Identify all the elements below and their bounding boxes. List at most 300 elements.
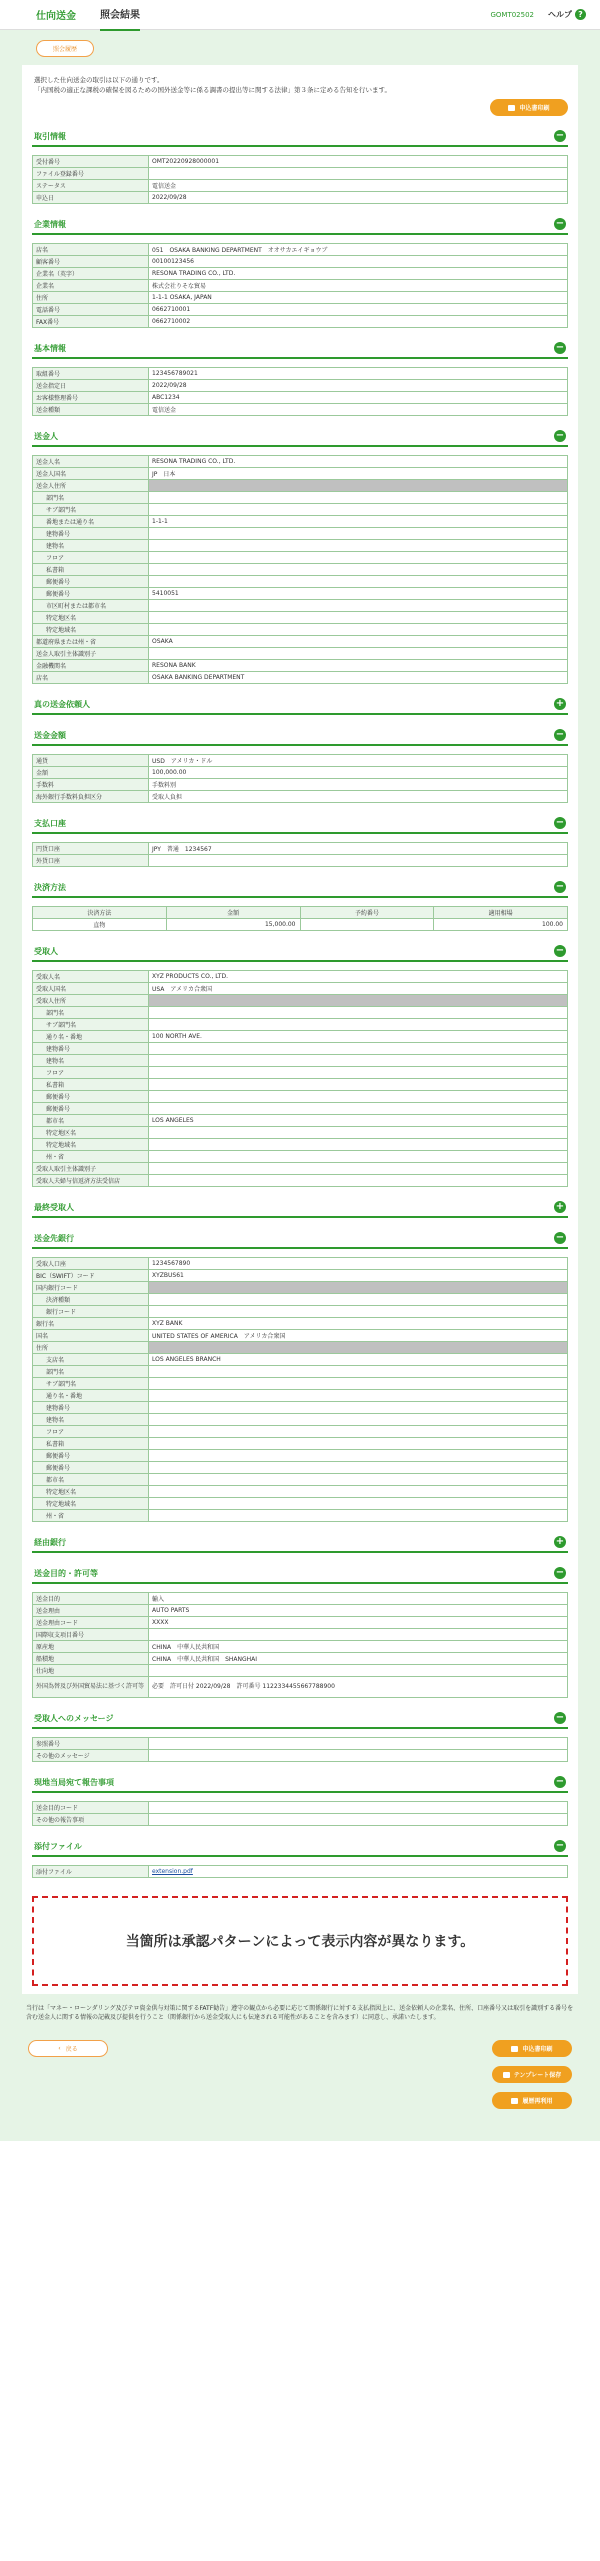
field-label: 送金人国名 bbox=[33, 468, 149, 480]
field-label: 住所 bbox=[33, 1342, 149, 1354]
table-row bbox=[33, 612, 568, 624]
table-row bbox=[33, 1091, 568, 1103]
table-row bbox=[33, 192, 568, 204]
column-header: 金額 bbox=[166, 907, 300, 919]
expand-icon[interactable]: + bbox=[555, 1536, 565, 1547]
section-header-tenpu[interactable] bbox=[32, 1836, 568, 1857]
field-value: 1-1-1 OSAKA, JAPAN bbox=[149, 292, 568, 304]
field-value bbox=[149, 648, 568, 660]
field-value bbox=[149, 1055, 568, 1067]
table-row bbox=[33, 1115, 568, 1127]
table-cell: 100.00 bbox=[434, 919, 568, 931]
field-value bbox=[149, 1802, 568, 1814]
table-row bbox=[33, 244, 568, 256]
field-value bbox=[149, 612, 568, 624]
field-value: USD アメリカ・ドル bbox=[149, 755, 568, 767]
field-value bbox=[149, 1438, 568, 1450]
table-row bbox=[33, 1354, 568, 1366]
field-value: 1-1-1 bbox=[149, 516, 568, 528]
back-button[interactable] bbox=[28, 2040, 108, 2057]
field-value bbox=[149, 1750, 568, 1762]
collapse-icon[interactable]: − bbox=[555, 1840, 565, 1851]
section-kessai bbox=[32, 877, 568, 931]
field-label: 通貨 bbox=[33, 755, 149, 767]
expand-icon[interactable]: + bbox=[555, 1201, 565, 1212]
table-row bbox=[33, 1270, 568, 1282]
field-label: 送金理由 bbox=[33, 1605, 149, 1617]
field-value: OSAKA bbox=[149, 636, 568, 648]
save-template-button[interactable] bbox=[492, 2066, 572, 2083]
table-row bbox=[33, 1510, 568, 1522]
table-row bbox=[33, 392, 568, 404]
field-label: 都市名 bbox=[33, 1115, 149, 1127]
field-value: RESONA BANK bbox=[149, 660, 568, 672]
field-label: サブ部門名 bbox=[33, 504, 149, 516]
field-label: 送金人取引主体識別子 bbox=[33, 648, 149, 660]
approval-pattern-notice: 当箇所は承認パターンによって表示内容が異なります。 bbox=[32, 1896, 568, 1986]
print-application-button-top[interactable] bbox=[490, 99, 568, 116]
field-label: その他のメッセージ bbox=[33, 1750, 149, 1762]
table-row bbox=[33, 1617, 568, 1629]
table-row bbox=[33, 564, 568, 576]
field-label: ファイル登録番号 bbox=[33, 168, 149, 180]
field-label: 金融機関名 bbox=[33, 660, 149, 672]
field-label: 添付ファイル bbox=[33, 1866, 149, 1878]
table-row bbox=[33, 1498, 568, 1510]
section-title: 基本情報 bbox=[34, 343, 66, 353]
field-label: 海外銀行手数料負担区分 bbox=[33, 791, 149, 803]
history-back-button[interactable]: 照会履歴 bbox=[36, 40, 94, 57]
field-value: JPY 普通 1234567 bbox=[149, 843, 568, 855]
table-sokin bbox=[32, 455, 568, 684]
collapse-icon[interactable]: − bbox=[555, 218, 565, 229]
table-row bbox=[33, 855, 568, 867]
section-sokin bbox=[32, 426, 568, 684]
field-label: 送金理由コード bbox=[33, 1617, 149, 1629]
field-value: 100,000.00 bbox=[149, 767, 568, 779]
field-label: 建物名 bbox=[33, 540, 149, 552]
field-value: XYZ PRODUCTS CO., LTD. bbox=[149, 971, 568, 983]
field-value bbox=[149, 1163, 568, 1175]
field-value: RESONA TRADING CO., LTD. bbox=[149, 268, 568, 280]
section-header-message[interactable] bbox=[32, 1708, 568, 1729]
field-label: 郵便番号 bbox=[33, 1450, 149, 1462]
field-value bbox=[149, 1498, 568, 1510]
field-label: 受取人住所 bbox=[33, 995, 149, 1007]
collapse-icon[interactable]: − bbox=[555, 729, 565, 740]
section-title: 企業情報 bbox=[34, 219, 66, 229]
field-value: USA アメリカ合衆国 bbox=[149, 983, 568, 995]
field-value bbox=[149, 1294, 568, 1306]
section-header-kihon[interactable] bbox=[32, 338, 568, 359]
section-mokuteki bbox=[32, 1563, 568, 1698]
table-row bbox=[33, 1175, 568, 1187]
question-icon: ? bbox=[575, 9, 586, 20]
table-row bbox=[33, 1127, 568, 1139]
section-title: 送金目的・許可等 bbox=[34, 1568, 98, 1578]
field-label: 受取人名 bbox=[33, 971, 149, 983]
section-header-genchi[interactable] bbox=[32, 1772, 568, 1793]
table-row bbox=[33, 1366, 568, 1378]
field-label: 受付番号 bbox=[33, 156, 149, 168]
field-label: 仕向地 bbox=[33, 1665, 149, 1677]
field-value: OMT20220928000001 bbox=[149, 156, 568, 168]
field-label: 州・省 bbox=[33, 1151, 149, 1163]
field-label: 部門名 bbox=[33, 1366, 149, 1378]
table-row bbox=[33, 380, 568, 392]
field-label: 市区町村または都市名 bbox=[33, 600, 149, 612]
table-row bbox=[33, 292, 568, 304]
table-cell: 直物 bbox=[33, 919, 167, 931]
table-row bbox=[33, 1474, 568, 1486]
collapse-icon[interactable]: − bbox=[555, 430, 565, 441]
table-message bbox=[32, 1737, 568, 1762]
table-row bbox=[33, 504, 568, 516]
collapse-icon[interactable]: − bbox=[555, 945, 565, 956]
field-value bbox=[149, 1342, 568, 1354]
field-label: 建物番号 bbox=[33, 1043, 149, 1055]
field-label: 郵便番号 bbox=[33, 1103, 149, 1115]
table-row bbox=[33, 1641, 568, 1653]
section-header-shiharai[interactable] bbox=[32, 813, 568, 834]
field-label: 受取人口座 bbox=[33, 1258, 149, 1270]
column-header: 適用相場 bbox=[434, 907, 568, 919]
attachment-link[interactable]: extension.pdf bbox=[152, 1868, 193, 1875]
field-label: 円貨口座 bbox=[33, 843, 149, 855]
field-label: 建物名 bbox=[33, 1055, 149, 1067]
result-panel bbox=[22, 65, 578, 1994]
field-label: 都市名 bbox=[33, 1474, 149, 1486]
field-label: 建物番号 bbox=[33, 1402, 149, 1414]
section-sakigin bbox=[32, 1228, 568, 1522]
field-label: 送金目的コード bbox=[33, 1802, 149, 1814]
field-label: 部門名 bbox=[33, 492, 149, 504]
field-value bbox=[149, 1079, 568, 1091]
field-value: CHINA 中華人民共和国 bbox=[149, 1641, 568, 1653]
table-row bbox=[33, 1653, 568, 1665]
field-label: 国際収支項目番号 bbox=[33, 1629, 149, 1641]
table-row bbox=[33, 1593, 568, 1605]
table-row bbox=[33, 516, 568, 528]
field-label: 金額 bbox=[33, 767, 149, 779]
help-link[interactable] bbox=[548, 9, 586, 20]
field-value bbox=[149, 1474, 568, 1486]
app-title: 仕向送金 bbox=[36, 11, 76, 22]
field-label: 店名 bbox=[33, 244, 149, 256]
section-header-kingaku[interactable] bbox=[32, 725, 568, 746]
field-label: 申込日 bbox=[33, 192, 149, 204]
column-header: 決済方法 bbox=[33, 907, 167, 919]
print-application-button[interactable] bbox=[492, 2040, 572, 2057]
section-shin bbox=[32, 694, 568, 715]
table-row bbox=[33, 624, 568, 636]
table-row bbox=[33, 1318, 568, 1330]
field-label: 店名 bbox=[33, 672, 149, 684]
section-torihiki bbox=[32, 126, 568, 204]
table-row bbox=[33, 404, 568, 416]
field-label: 郵便番号 bbox=[33, 588, 149, 600]
collapse-icon[interactable]: − bbox=[555, 1776, 565, 1787]
table-row bbox=[33, 280, 568, 292]
field-value: XYZ BANK bbox=[149, 1318, 568, 1330]
field-value: 受取人負担 bbox=[149, 791, 568, 803]
field-value bbox=[149, 1151, 568, 1163]
field-label: 郵便番号 bbox=[33, 1462, 149, 1474]
section-header-shin[interactable] bbox=[32, 694, 568, 715]
table-row bbox=[33, 552, 568, 564]
section-header-torihiki[interactable] bbox=[32, 126, 568, 147]
field-value bbox=[149, 564, 568, 576]
field-label: 企業名 bbox=[33, 280, 149, 292]
field-value bbox=[149, 1390, 568, 1402]
table-row bbox=[33, 1390, 568, 1402]
printer-icon bbox=[511, 2046, 518, 2052]
table-row bbox=[33, 1031, 568, 1043]
table-kihon bbox=[32, 367, 568, 416]
table-row bbox=[33, 1462, 568, 1474]
field-value: 手数料別 bbox=[149, 779, 568, 791]
table-cell bbox=[300, 919, 434, 931]
field-label: 特定地域名 bbox=[33, 1498, 149, 1510]
field-label: 送金指定日 bbox=[33, 380, 149, 392]
field-value bbox=[149, 1378, 568, 1390]
table-row bbox=[33, 1802, 568, 1814]
field-label: 私書箱 bbox=[33, 564, 149, 576]
table-row bbox=[33, 1139, 568, 1151]
field-value bbox=[149, 492, 568, 504]
field-label: お客様整理番号 bbox=[33, 392, 149, 404]
collapse-icon[interactable]: − bbox=[555, 1712, 565, 1723]
table-row bbox=[33, 995, 568, 1007]
field-label: 建物番号 bbox=[33, 528, 149, 540]
intro-block bbox=[32, 75, 568, 95]
field-label: 受取人取引主体識別子 bbox=[33, 1163, 149, 1175]
table-row bbox=[33, 1043, 568, 1055]
back-label: 戻る bbox=[65, 2046, 78, 2053]
chevron-left-icon: ‹ bbox=[58, 2045, 61, 2052]
field-value: 1234567890 bbox=[149, 1258, 568, 1270]
table-row bbox=[33, 600, 568, 612]
table-row bbox=[33, 540, 568, 552]
section-header-uketori[interactable] bbox=[32, 941, 568, 962]
field-value bbox=[149, 1486, 568, 1498]
field-label: 特定地域名 bbox=[33, 624, 149, 636]
table-row bbox=[33, 368, 568, 380]
field-value: JP 日本 bbox=[149, 468, 568, 480]
field-label: フロア bbox=[33, 1067, 149, 1079]
main-area bbox=[0, 30, 600, 2141]
help-label: ヘルプ bbox=[548, 10, 572, 19]
field-value: 5410051 bbox=[149, 588, 568, 600]
table-row bbox=[33, 1258, 568, 1270]
field-value bbox=[149, 1139, 568, 1151]
section-title: 送金先銀行 bbox=[34, 1233, 74, 1243]
section-title: 支払口座 bbox=[34, 818, 66, 828]
section-saishu bbox=[32, 1197, 568, 1218]
field-value bbox=[149, 1402, 568, 1414]
section-kihon bbox=[32, 338, 568, 416]
table-sakigin bbox=[32, 1257, 568, 1522]
field-value bbox=[149, 1306, 568, 1318]
column-header: 予約番号 bbox=[300, 907, 434, 919]
field-value bbox=[149, 1450, 568, 1462]
field-label: ステータス bbox=[33, 180, 149, 192]
field-label: 私書箱 bbox=[33, 1079, 149, 1091]
table-row bbox=[33, 660, 568, 672]
field-value: OSAKA BANKING DEPARTMENT bbox=[149, 672, 568, 684]
field-label: 送金人住所 bbox=[33, 480, 149, 492]
field-value bbox=[149, 1175, 568, 1187]
table-row bbox=[33, 168, 568, 180]
table-row bbox=[33, 1342, 568, 1354]
template-label: テンプレート保存 bbox=[513, 2072, 562, 2079]
field-value bbox=[149, 1127, 568, 1139]
table-row bbox=[33, 1067, 568, 1079]
table-row bbox=[33, 1151, 568, 1163]
field-label: 送金人名 bbox=[33, 456, 149, 468]
field-value bbox=[149, 1067, 568, 1079]
collapse-icon[interactable]: − bbox=[555, 342, 565, 353]
field-label: フロア bbox=[33, 1426, 149, 1438]
field-value bbox=[149, 1738, 568, 1750]
field-value bbox=[149, 624, 568, 636]
tab-inquiry-result[interactable]: 照会結果 bbox=[100, 0, 140, 31]
table-row bbox=[33, 791, 568, 803]
field-label: 原産地 bbox=[33, 1641, 149, 1653]
field-value bbox=[149, 1091, 568, 1103]
table-row bbox=[33, 528, 568, 540]
field-value: 0662710001 bbox=[149, 304, 568, 316]
table-row bbox=[33, 1007, 568, 1019]
section-title: 最終受取人 bbox=[34, 1202, 74, 1212]
section-title: 受取人 bbox=[34, 946, 58, 956]
table-row bbox=[33, 672, 568, 684]
table-row bbox=[33, 1019, 568, 1031]
section-header-sakigin[interactable] bbox=[32, 1228, 568, 1249]
table-row bbox=[33, 1486, 568, 1498]
table-row bbox=[33, 1450, 568, 1462]
field-label: 郵便番号 bbox=[33, 576, 149, 588]
field-value: XXXX bbox=[149, 1617, 568, 1629]
collapse-icon[interactable]: − bbox=[555, 817, 565, 828]
table-row bbox=[33, 767, 568, 779]
field-value: 00100123456 bbox=[149, 256, 568, 268]
field-label: 建物名 bbox=[33, 1414, 149, 1426]
field-label: その他の報告事項 bbox=[33, 1814, 149, 1826]
collapse-icon[interactable]: − bbox=[555, 1232, 565, 1243]
field-label: 受取人夫婦与信返済方法受信店 bbox=[33, 1175, 149, 1187]
print-label: 申込書印刷 bbox=[522, 2046, 553, 2053]
table-row bbox=[33, 1402, 568, 1414]
table-row bbox=[33, 1738, 568, 1750]
section-header-mokuteki[interactable] bbox=[32, 1563, 568, 1584]
table-row bbox=[33, 779, 568, 791]
field-label: 私書箱 bbox=[33, 1438, 149, 1450]
field-value: 電信送金 bbox=[149, 404, 568, 416]
field-label: 企業名（英字） bbox=[33, 268, 149, 280]
reuse-label: 履歴再利用 bbox=[522, 2098, 553, 2105]
section-title: 送金人 bbox=[34, 431, 58, 441]
table-row bbox=[33, 1282, 568, 1294]
collapse-icon[interactable]: − bbox=[555, 1567, 565, 1578]
table-uketori bbox=[32, 970, 568, 1187]
field-value bbox=[149, 576, 568, 588]
collapse-icon[interactable]: − bbox=[555, 881, 565, 892]
field-value bbox=[149, 504, 568, 516]
table-row bbox=[33, 1665, 568, 1677]
intro-line2: 「内国税の適正な課税の確保を図るための国外送金等に係る調書の提出等に関する法律」第３条に定める告知を行います。 bbox=[34, 86, 391, 94]
field-value bbox=[149, 1282, 568, 1294]
section-title: 真の送金依頼人 bbox=[34, 699, 90, 709]
table-row bbox=[33, 304, 568, 316]
collapse-icon[interactable]: − bbox=[555, 130, 565, 141]
field-value bbox=[149, 1510, 568, 1522]
field-label: 外貨口座 bbox=[33, 855, 149, 867]
field-label: 支店名 bbox=[33, 1354, 149, 1366]
field-value: 051 OSAKA BANKING DEPARTMENT オオサカエイギョウブ bbox=[149, 244, 568, 256]
table-row bbox=[33, 1605, 568, 1617]
table-kingaku bbox=[32, 754, 568, 803]
section-kingaku bbox=[32, 725, 568, 803]
field-label: 顧客番号 bbox=[33, 256, 149, 268]
field-value: 輸入 bbox=[149, 1593, 568, 1605]
section-header-keiyu[interactable] bbox=[32, 1532, 568, 1553]
section-keiyu bbox=[32, 1532, 568, 1553]
field-value: ABC1234 bbox=[149, 392, 568, 404]
table-row bbox=[33, 648, 568, 660]
section-title: 受取人へのメッセージ bbox=[34, 1713, 114, 1723]
table-row bbox=[33, 492, 568, 504]
table-row bbox=[33, 268, 568, 280]
field-value: 100 NORTH AVE. bbox=[149, 1031, 568, 1043]
section-genchi bbox=[32, 1772, 568, 1826]
table-mokuteki bbox=[32, 1592, 568, 1698]
field-label: 郵便番号 bbox=[33, 1091, 149, 1103]
table-row bbox=[33, 1294, 568, 1306]
section-header-sokin[interactable] bbox=[32, 426, 568, 447]
field-value bbox=[149, 1366, 568, 1378]
reuse-history-button[interactable] bbox=[492, 2092, 572, 2109]
section-header-kessai[interactable] bbox=[32, 877, 568, 898]
section-header-saishu[interactable] bbox=[32, 1197, 568, 1218]
expand-icon[interactable]: + bbox=[555, 698, 565, 709]
field-value bbox=[149, 1665, 568, 1677]
field-label: 通り名・番地 bbox=[33, 1390, 149, 1402]
field-value: 1234567890​21 bbox=[149, 368, 568, 380]
field-label: 外国為替及び外国貿易法に基づく許可等 bbox=[33, 1677, 149, 1698]
attachment-table bbox=[32, 1865, 568, 1878]
field-label: 受取人国名 bbox=[33, 983, 149, 995]
intro-line1: 選択した仕向送金の取引は以下の通りです。 bbox=[34, 76, 164, 84]
table-row bbox=[33, 1677, 568, 1698]
section-title: 送金金額 bbox=[34, 730, 66, 740]
table-shiharai bbox=[32, 842, 568, 867]
section-title: 添付ファイル bbox=[34, 1841, 82, 1851]
table-row bbox=[33, 1866, 568, 1878]
field-label: 特定地区名 bbox=[33, 1486, 149, 1498]
field-label: 国名 bbox=[33, 1330, 149, 1342]
table-row bbox=[33, 1378, 568, 1390]
table-row bbox=[33, 256, 568, 268]
section-kigyo bbox=[32, 214, 568, 328]
field-label: 番地または通り名 bbox=[33, 516, 149, 528]
field-value: 必要 許可日付 2022/09/28 許可番号 112233445566778​8900 bbox=[149, 1677, 568, 1698]
table-row bbox=[33, 983, 568, 995]
field-label: 国内銀行コード bbox=[33, 1282, 149, 1294]
field-label: 通り名・番地 bbox=[33, 1031, 149, 1043]
section-header-kigyo[interactable] bbox=[32, 214, 568, 235]
section-message bbox=[32, 1708, 568, 1762]
